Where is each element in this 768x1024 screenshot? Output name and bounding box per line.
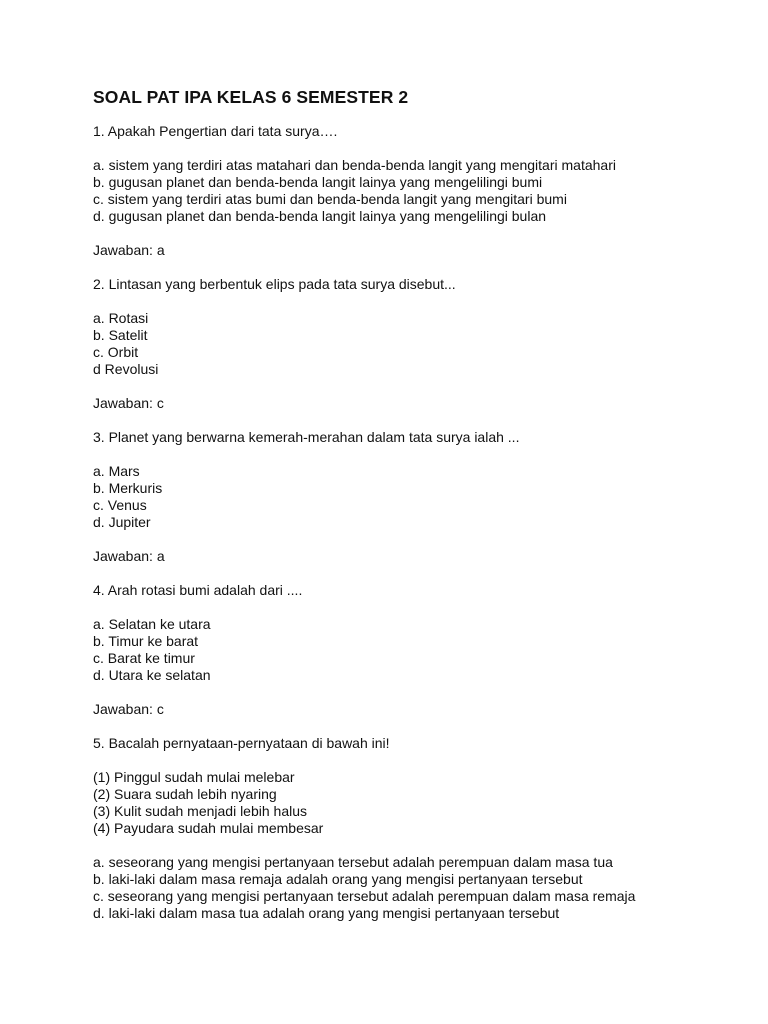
question-text: 3. Planet yang berwarna kemerah-merahan dalam tata surya ialah ... <box>93 429 520 445</box>
option-d: d. Jupiter <box>93 514 151 530</box>
option-d: d. Utara ke selatan <box>93 667 211 683</box>
question-3 <box>93 429 733 582</box>
option-a: a. Selatan ke utara <box>93 616 211 632</box>
option-c: c. sistem yang terdiri atas bumi dan benda-benda langit yang mengitari bumi <box>93 191 567 207</box>
spacer <box>93 565 733 582</box>
option-d: d. gugusan planet dan benda-benda langit lainya yang mengelilingi bulan <box>93 208 547 224</box>
question-text: 4. Arah rotasi bumi adalah dari .... <box>93 582 303 598</box>
question-text: 1. Apakah Pengertian dari tata surya…. <box>93 123 338 139</box>
option-c: c. Orbit <box>93 344 139 360</box>
spacer <box>93 684 733 701</box>
answer: Jawaban: a <box>93 548 165 564</box>
spacer <box>93 259 733 276</box>
option-a: a. Rotasi <box>93 310 149 326</box>
spacer <box>93 446 733 463</box>
option-d: d. laki-laki dalam masa tua adalah orang yang mengisi pertanyaan tersebut <box>93 905 560 921</box>
statement-2: (2) Suara sudah lebih nyaring <box>93 786 277 802</box>
spacer <box>93 225 733 242</box>
option-c: c. Venus <box>93 497 147 513</box>
spacer <box>93 599 733 616</box>
document-page <box>93 86 733 922</box>
option-b: b. Satelit <box>93 327 148 343</box>
answer: Jawaban: c <box>93 701 164 717</box>
answer: Jawaban: c <box>93 395 164 411</box>
question-5 <box>93 735 733 922</box>
spacer <box>93 140 733 157</box>
option-c: c. Barat ke timur <box>93 650 195 666</box>
option-b: b. gugusan planet dan benda-benda langit lainya yang mengelilingi bumi <box>93 174 543 190</box>
question-4 <box>93 582 733 735</box>
question-2 <box>93 276 733 429</box>
question-text: 2. Lintasan yang berbentuk elips pada tata surya disebut... <box>93 276 456 292</box>
question-text: 5. Bacalah pernyataan-pernyataan di bawah ini! <box>93 735 390 751</box>
document-title: SOAL PAT IPA KELAS 6 SEMESTER 2 <box>93 87 409 107</box>
spacer <box>93 378 733 395</box>
spacer <box>93 718 733 735</box>
spacer <box>93 531 733 548</box>
option-c: c. seseorang yang mengisi pertanyaan tersebut adalah perempuan dalam masa remaja <box>93 888 636 904</box>
statement-3: (3) Kulit sudah menjadi lebih halus <box>93 803 308 819</box>
statement-4: (4) Payudara sudah mulai membesar <box>93 820 324 836</box>
option-b: b. Merkuris <box>93 480 163 496</box>
option-a: a. seseorang yang mengisi pertanyaan tersebut adalah perempuan dalam masa tua <box>93 854 613 870</box>
spacer <box>93 837 733 854</box>
statement-1: (1) Pinggul sudah mulai melebar <box>93 769 295 785</box>
option-a: a. Mars <box>93 463 140 479</box>
spacer <box>93 752 733 769</box>
spacer <box>93 293 733 310</box>
spacer <box>93 412 733 429</box>
question-1 <box>93 123 733 276</box>
answer: Jawaban: a <box>93 242 165 258</box>
option-d: d Revolusi <box>93 361 159 377</box>
option-b: b. Timur ke barat <box>93 633 199 649</box>
option-b: b. laki-laki dalam masa remaja adalah orang yang mengisi pertanyaan tersebut <box>93 871 583 887</box>
option-a: a. sistem yang terdiri atas matahari dan benda-benda langit yang mengitari matahari <box>93 157 616 173</box>
